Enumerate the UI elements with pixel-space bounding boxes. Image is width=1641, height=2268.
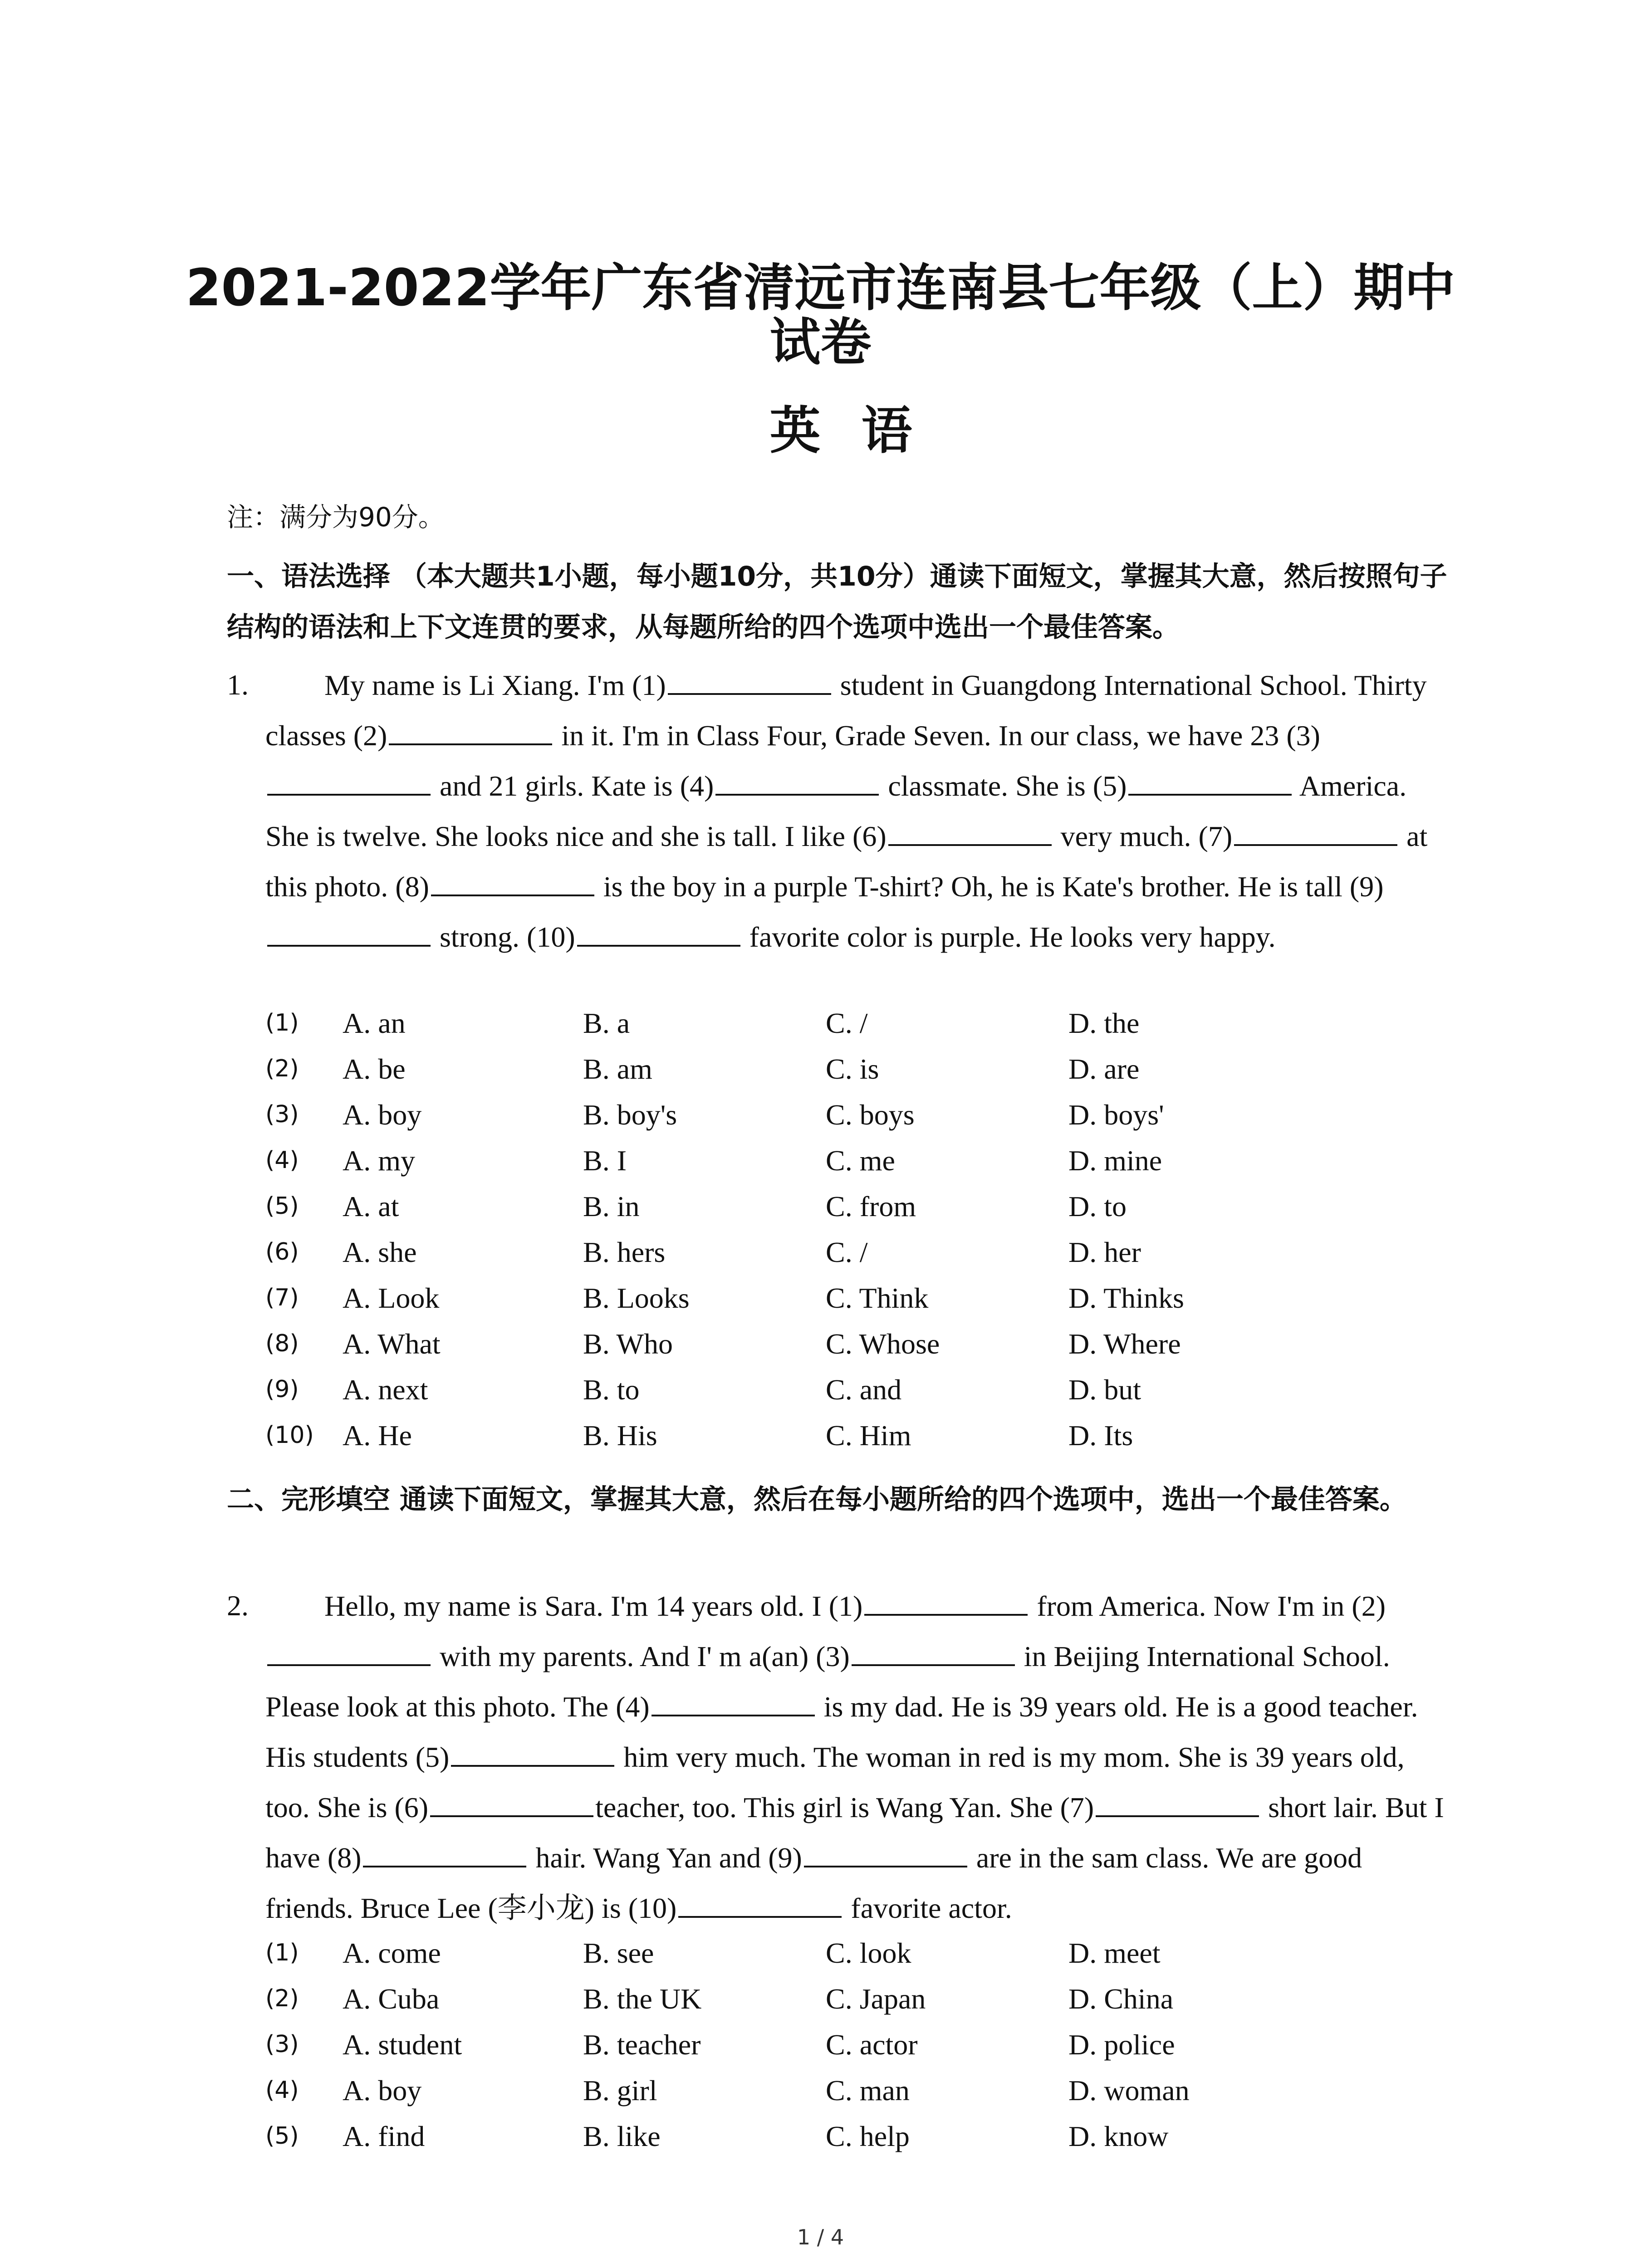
option-c: C. boys — [826, 1099, 915, 1131]
section-1-heading: 一、语法选择 （本大题共1小题，每小题10分，共10分）通读下面短文，掌握其大意，然后按照句子结构的语法和上下文连贯的要求，从每题所给的四个选项中选出一个最佳答案。 — [227, 561, 1447, 643]
passage-text: from America. Now I'm in (2) — [1029, 1590, 1386, 1622]
option-b: B. boy's — [583, 1099, 677, 1131]
exam-title-line1: 2021-2022学年广东省清远市连南县七年级（上）期中 — [186, 259, 1455, 318]
option-d: D. boys' — [1068, 1099, 1164, 1131]
option-number: (3) — [265, 1101, 299, 1128]
option-a: A. student — [343, 2028, 462, 2061]
option-row — [265, 2113, 1445, 2159]
score-note: 注：满分为90分。 — [227, 502, 445, 533]
passage-text: favorite actor. — [843, 1892, 1012, 1924]
option-a: A. be — [343, 1053, 406, 1085]
option-d: D. meet — [1068, 1937, 1161, 1969]
option-b: B. hers — [583, 1236, 666, 1268]
answer-blank — [577, 919, 740, 947]
option-row — [265, 1976, 1445, 2022]
page-number: 1 / 4 — [797, 2225, 844, 2249]
option-b: B. the UK — [583, 1983, 702, 2015]
answer-blank — [363, 1839, 526, 1867]
option-a: A. Look — [343, 1282, 440, 1314]
answer-blank — [430, 1789, 593, 1817]
question-1-options — [265, 1000, 1445, 1458]
option-row — [265, 1367, 1445, 1413]
option-number: (1) — [265, 1939, 299, 1966]
option-row — [265, 1000, 1445, 1046]
passage-text: at this photo. (8) — [265, 820, 1428, 903]
option-a: A. He — [343, 1419, 412, 1452]
passage-text: My name is Li Xiang. I'm (1) — [324, 669, 666, 701]
option-a: A. find — [343, 2120, 425, 2152]
option-row — [265, 1321, 1445, 1367]
option-d: D. Its — [1068, 1419, 1133, 1452]
section-2-heading: 二、完形填空 通读下面短文，掌握其大意，然后在每小题所给的四个选项中，选出一个最佳答案。 — [227, 1484, 1407, 1515]
answer-blank — [1128, 767, 1292, 796]
option-number: (5) — [265, 2122, 299, 2150]
answer-blank — [389, 717, 552, 745]
option-a: A. my — [343, 1144, 415, 1177]
passage-text: is the boy in a purple T-shirt? Oh, he is Kate's brother. He is tall (9) — [596, 870, 1384, 903]
passage-text: favorite color is purple. He looks very happy. — [742, 921, 1276, 953]
option-b: B. I — [583, 1144, 627, 1177]
option-row — [265, 1930, 1445, 1976]
option-a: A. What — [343, 1328, 441, 1360]
option-a: A. Cuba — [343, 1983, 440, 2015]
passage-text: in Beijing International School. Please look at this photo. The (4) — [265, 1640, 1390, 1723]
passage-text: hair. Wang Yan and (9) — [528, 1842, 802, 1874]
answer-blank — [888, 818, 1052, 846]
option-d: D. know — [1068, 2120, 1169, 2152]
answer-blank — [1234, 818, 1397, 846]
option-b: B. a — [583, 1007, 630, 1039]
option-a: A. at — [343, 1190, 399, 1222]
option-c: C. and — [826, 1374, 902, 1406]
option-number: (8) — [265, 1330, 299, 1357]
option-d: D. are — [1068, 1053, 1140, 1085]
passage-text: and 21 girls. Kate is (4) — [432, 770, 714, 802]
option-row — [265, 1183, 1445, 1229]
question-1-passage — [265, 660, 1445, 962]
question-2-passage — [265, 1581, 1445, 1933]
option-c: C. / — [826, 1007, 868, 1039]
option-number: (3) — [265, 2031, 299, 2058]
option-number: (2) — [265, 1055, 299, 1082]
option-a: A. come — [343, 1937, 441, 1969]
answer-blank — [864, 1588, 1028, 1616]
option-number: (10) — [265, 1422, 314, 1449]
option-number: (9) — [265, 1376, 299, 1403]
question-2-options — [265, 1930, 1445, 2159]
option-a: A. boy — [343, 2074, 422, 2107]
passage-text: strong. (10) — [432, 921, 575, 953]
option-b: B. Who — [583, 1328, 673, 1360]
option-row — [265, 1046, 1445, 1092]
answer-blank — [668, 667, 831, 695]
option-b: B. Looks — [583, 1282, 690, 1314]
passage-text: America. She is twelve. She looks nice and she is tall. I like (6) — [265, 770, 1407, 852]
option-c: C. is — [826, 1053, 879, 1085]
answer-blank — [852, 1638, 1015, 1666]
option-b: B. in — [583, 1190, 640, 1222]
option-row — [265, 2068, 1445, 2113]
passage-text: with my parents. And I' m a(an) (3) — [432, 1640, 850, 1672]
passage-text: classmate. She is (5) — [881, 770, 1127, 802]
option-d: D. China — [1068, 1983, 1174, 2015]
option-row — [265, 1138, 1445, 1183]
option-d: D. Where — [1068, 1328, 1181, 1360]
answer-blank — [678, 1890, 842, 1918]
answer-blank — [267, 1638, 431, 1666]
passage-text: him very much. The woman in red is my mom. She is 39 years old, too. She is (6) — [265, 1741, 1405, 1823]
answer-blank — [267, 919, 431, 947]
option-row — [265, 1229, 1445, 1275]
passage-text: Hello, my name is Sara. I'm 14 years old. I (1) — [324, 1590, 863, 1622]
option-b: B. see — [583, 1937, 654, 1969]
option-d: D. mine — [1068, 1144, 1162, 1177]
option-a: A. boy — [343, 1099, 422, 1131]
option-number: (1) — [265, 1009, 299, 1036]
option-d: D. woman — [1068, 2074, 1190, 2107]
answer-blank — [1096, 1789, 1259, 1817]
option-number: (6) — [265, 1238, 299, 1266]
question-1-number: 1. — [227, 669, 249, 701]
option-c: C. / — [826, 1236, 868, 1268]
passage-text: student in Guangdong International School. Thirty classes (2) — [265, 669, 1427, 752]
passage-text: are in the sam class. We are good friends. Bruce Lee (李小龙) is (10) — [265, 1842, 1362, 1924]
option-row — [265, 1092, 1445, 1138]
option-d: D. her — [1068, 1236, 1141, 1268]
option-d: D. Thinks — [1068, 1282, 1184, 1314]
option-c: C. man — [826, 2074, 910, 2107]
option-b: B. girl — [583, 2074, 657, 2107]
passage-text: short lair. But I have (8) — [265, 1791, 1444, 1874]
option-b: B. His — [583, 1419, 657, 1452]
option-b: B. like — [583, 2120, 661, 2152]
subject-title: 英语 — [769, 401, 953, 460]
option-d: D. to — [1068, 1190, 1127, 1222]
option-row — [265, 1413, 1445, 1458]
passage-text: very much. (7) — [1053, 820, 1233, 852]
option-row — [265, 2022, 1445, 2068]
exam-title-line2: 试卷 — [769, 313, 872, 372]
option-number: (2) — [265, 1985, 299, 2012]
passage-text: is my dad. He is 39 years old. He is a good teacher. His students (5) — [265, 1691, 1418, 1773]
option-c: C. look — [826, 1937, 911, 1969]
passage-text: in it. I'm in Class Four, Grade Seven. In our class, we have 23 (3) — [554, 719, 1320, 752]
option-a: A. she — [343, 1236, 417, 1268]
option-b: B. am — [583, 1053, 652, 1085]
option-d: D. the — [1068, 1007, 1140, 1039]
option-number: (5) — [265, 1193, 299, 1220]
answer-blank — [267, 767, 431, 796]
option-b: B. to — [583, 1374, 640, 1406]
option-b: B. teacher — [583, 2028, 701, 2061]
option-d: D. police — [1068, 2028, 1175, 2061]
answer-blank — [804, 1839, 967, 1867]
option-number: (4) — [265, 2077, 299, 2104]
option-c: C. actor — [826, 2028, 918, 2061]
option-row — [265, 1275, 1445, 1321]
option-c: C. Think — [826, 1282, 929, 1314]
option-c: C. Japan — [826, 1983, 926, 2015]
option-c: C. me — [826, 1144, 895, 1177]
option-d: D. but — [1068, 1374, 1141, 1406]
option-number: (7) — [265, 1284, 299, 1311]
option-c: C. Him — [826, 1419, 911, 1452]
answer-blank — [715, 767, 879, 796]
option-c: C. Whose — [826, 1328, 940, 1360]
answer-blank — [652, 1688, 815, 1716]
answer-blank — [451, 1739, 614, 1767]
option-c: C. from — [826, 1190, 916, 1222]
option-c: C. help — [826, 2120, 910, 2152]
answer-blank — [431, 868, 594, 896]
option-a: A. an — [343, 1007, 406, 1039]
question-2-number: 2. — [227, 1589, 249, 1622]
option-a: A. next — [343, 1374, 428, 1406]
option-number: (4) — [265, 1147, 299, 1174]
passage-text: teacher, too. This girl is Wang Yan. She (7) — [595, 1791, 1094, 1823]
